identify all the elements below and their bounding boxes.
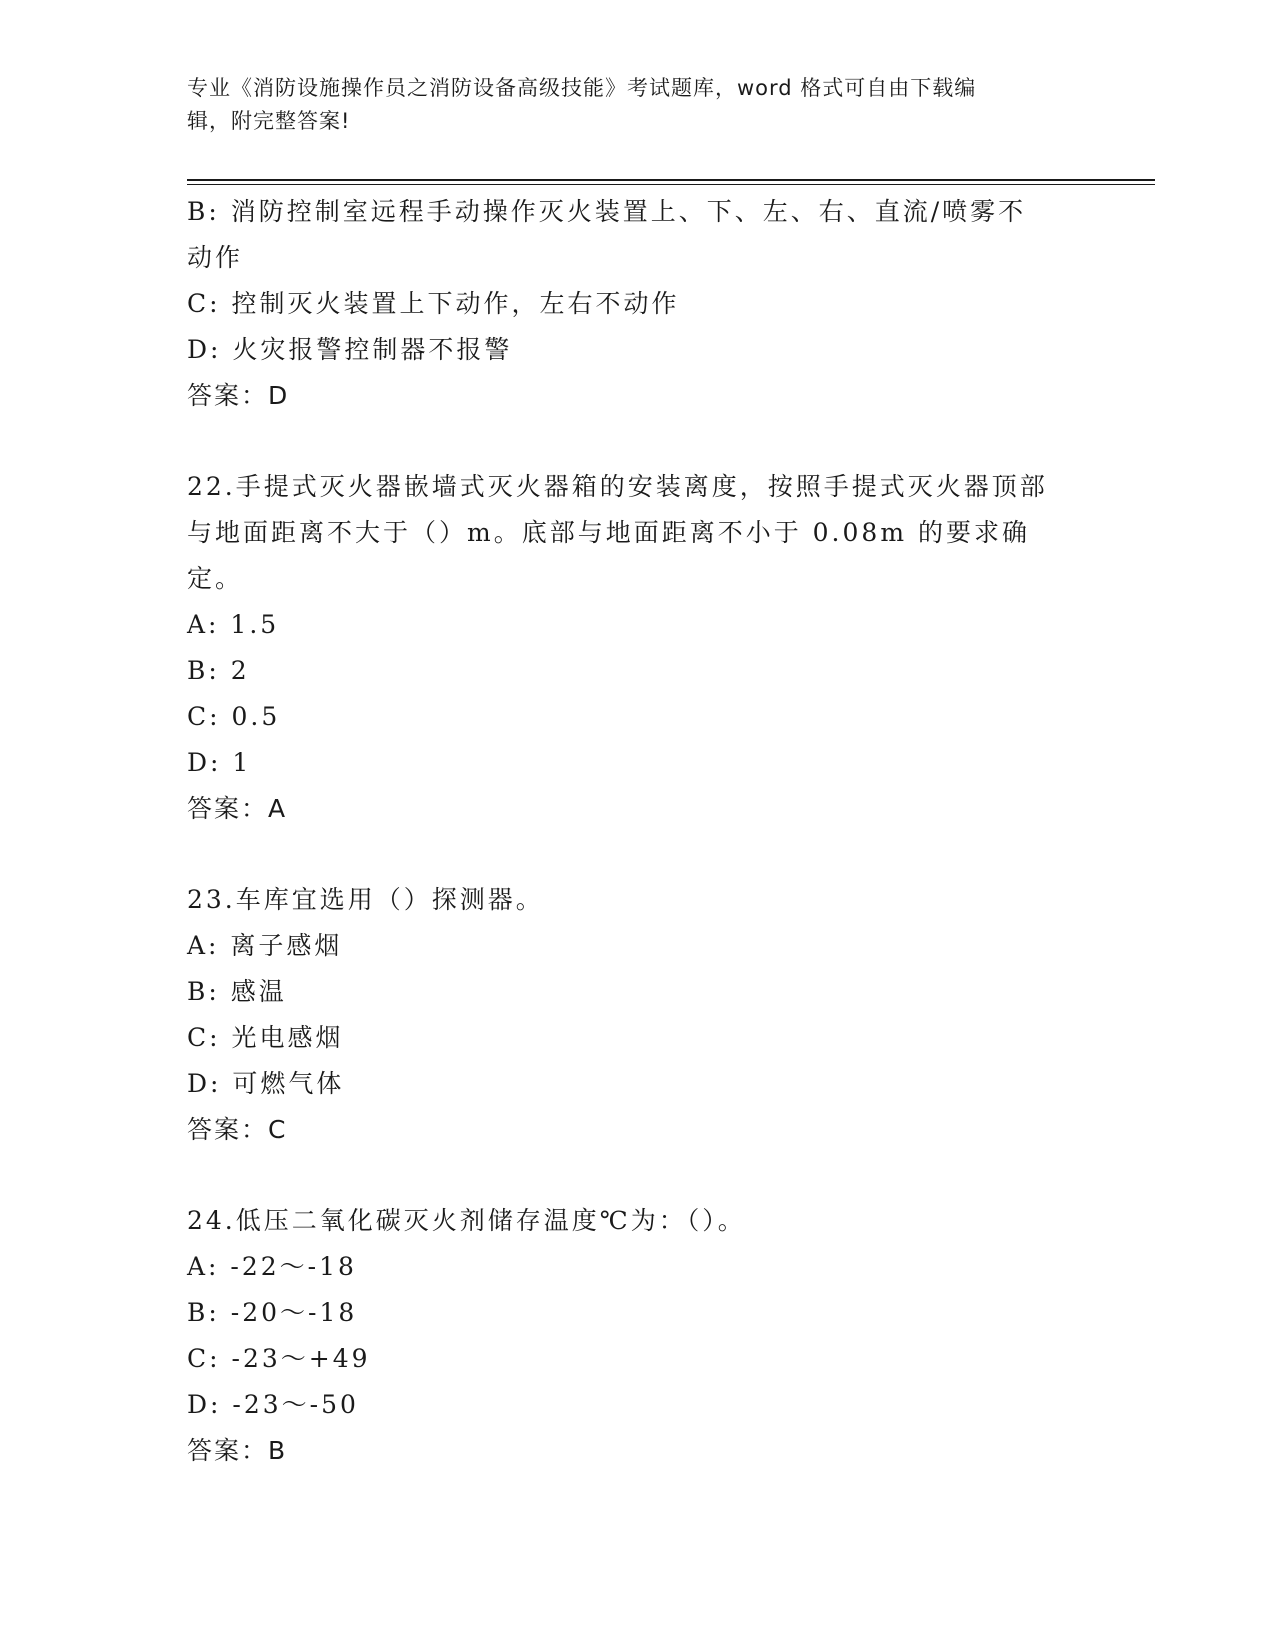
option-c: C: 0.5: [187, 702, 281, 731]
option-a: A: -22～-18: [187, 1252, 357, 1281]
page-header: [187, 72, 1067, 138]
option-d: D: -23～-50: [187, 1390, 359, 1419]
option-d: D: 可燃气体: [187, 1069, 345, 1098]
option-c: C: -23～+49: [187, 1344, 371, 1373]
answer-line: 答案：A: [187, 794, 288, 823]
question-stem-continued: 与地面距离不大于（）m。底部与地面距离不小于 0.08m 的要求确定。: [187, 518, 1030, 593]
header-divider-thick: [187, 179, 1155, 181]
question-stem: 23.车库宜选用（）探测器。: [187, 885, 544, 914]
question-stem: 22.手提式灭火器嵌墙式灭火器箱的安装离度，按照手提式灭火器顶部: [187, 472, 1048, 501]
option-b: B: 2: [187, 656, 250, 685]
question-21-continued: [187, 189, 1067, 419]
option-b: B: 感温: [187, 977, 287, 1006]
header-line-2: 辑，附完整答案!: [187, 109, 351, 133]
option-b-continued: 动作: [187, 243, 244, 272]
question-list: [187, 189, 1067, 1474]
option-d: D: 火灾报警控制器不报警: [187, 335, 513, 364]
question-22: [187, 464, 1067, 832]
answer-line: 答案：C: [187, 1115, 288, 1144]
option-c: C: 控制灭火装置上下动作，左右不动作: [187, 289, 680, 318]
header-divider-thin: [187, 184, 1155, 185]
answer-line: 答案：B: [187, 1436, 288, 1465]
option-b: B: -20～-18: [187, 1298, 358, 1327]
option-c: C: 光电感烟: [187, 1023, 344, 1052]
option-a: A: 1.5: [187, 610, 280, 639]
question-24: [187, 1198, 1067, 1474]
header-line-1: 专业《消防设施操作员之消防设备高级技能》考试题库，word 格式可自由下载编: [187, 76, 977, 100]
answer-line: 答案：D: [187, 381, 290, 410]
option-d: D: 1: [187, 748, 252, 777]
option-b: B: 消防控制室远程手动操作灭火装置上、下、左、右、直流/喷雾不: [187, 197, 1027, 226]
question-23: [187, 877, 1067, 1153]
option-a: A: 离子感烟: [187, 931, 343, 960]
question-stem: 24.低压二氧化碳灭火剂储存温度℃为：（）。: [187, 1206, 746, 1235]
